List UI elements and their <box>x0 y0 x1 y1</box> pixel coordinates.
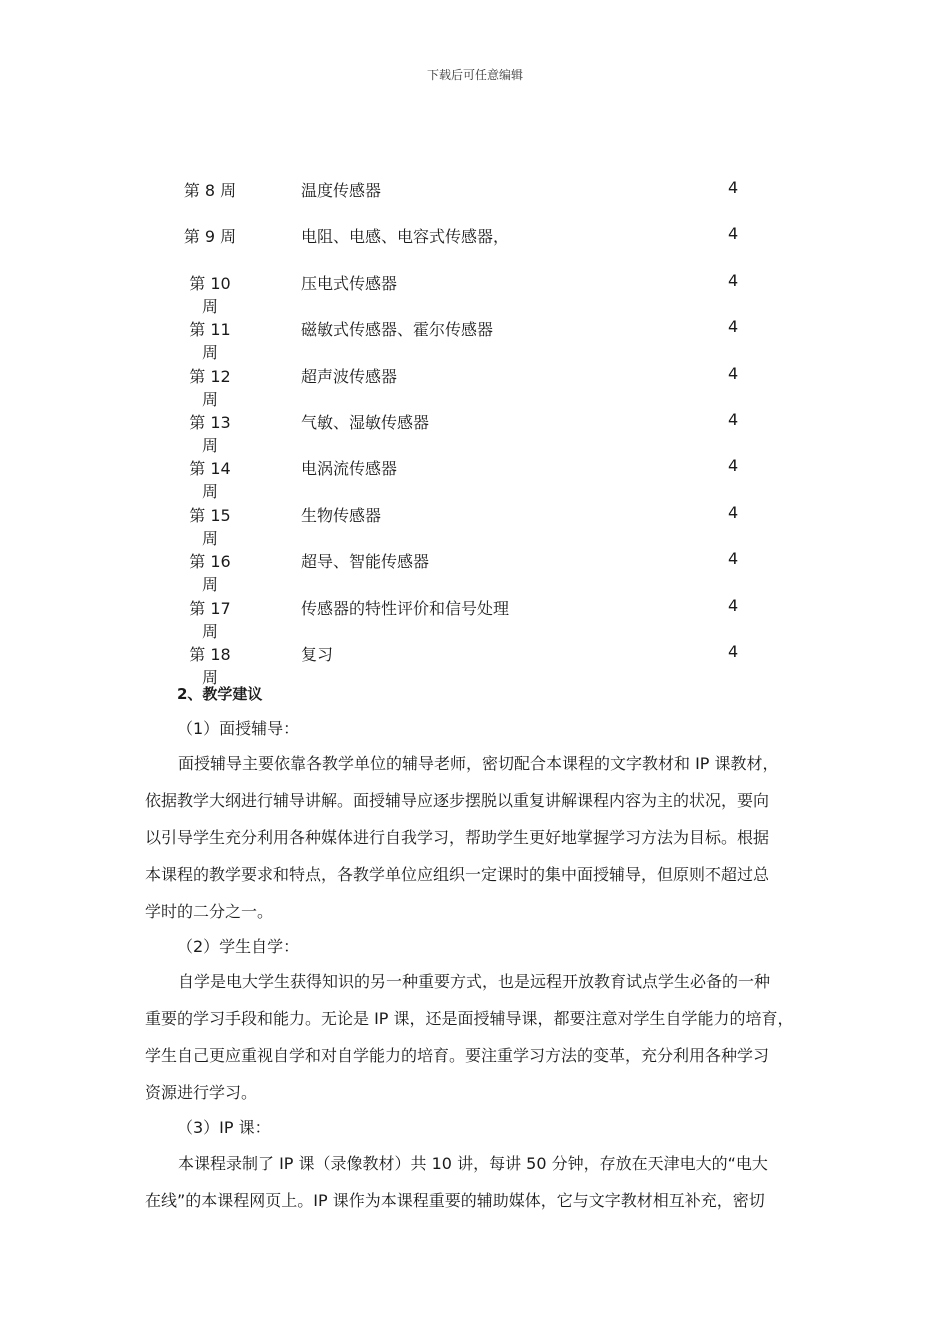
paragraph-line: 学生自己更应重视自学和对自学能力的培育。要注重学习方法的变革，充分利用各种学习 <box>145 1046 770 1065</box>
week-cell: 第 12 周 <box>189 366 231 409</box>
schedule-row <box>0 404 950 455</box>
hours-cell: 4 <box>728 363 739 383</box>
subsection-title-ip-course: （3）IP 课： <box>177 1118 271 1137</box>
topic-cell: 磁敏式传感器、霍尔传感器 <box>301 320 494 340</box>
hours-cell: 4 <box>728 641 739 661</box>
subsection-title-tutoring: （1）面授辅导： <box>177 719 300 738</box>
hours-cell: 4 <box>728 409 739 429</box>
week-cell: 第 16 周 <box>189 552 231 595</box>
hours-cell: 4 <box>728 456 739 476</box>
topic-cell: 超导、智能传感器 <box>301 552 430 572</box>
topic-cell: 压电式传感器 <box>301 273 398 293</box>
schedule-row <box>0 497 950 548</box>
schedule-row <box>0 265 950 316</box>
paragraph-line: 依据教学大纲进行辅导讲解。面授辅导应逐步摆脱以重复讲解课程内容为主的状况，要向 <box>145 791 770 810</box>
paragraph-line: 自学是电大学生获得知识的另一种重要方式，也是远程开放教育试点学生必备的一种 <box>178 972 771 991</box>
paragraph-line: 学时的二分之一。 <box>145 902 274 921</box>
topic-cell: 温度传感器 <box>301 181 382 200</box>
topic-cell: 复习 <box>301 644 334 664</box>
schedule-row <box>0 172 950 218</box>
schedule-row <box>0 358 950 409</box>
topic-cell: 电涡流传感器 <box>301 459 398 479</box>
hours-cell: 4 <box>728 317 739 337</box>
schedule-row <box>0 218 950 264</box>
paragraph-line: 资源进行学习。 <box>145 1083 258 1102</box>
paragraph-line: 面授辅导主要依靠各教学单位的辅导老师，密切配合本课程的文字教材和 IP 课教材， <box>178 754 779 773</box>
topic-cell: 气敏、湿敏传感器 <box>301 412 430 432</box>
week-cell: 第 13 周 <box>189 412 231 455</box>
paragraph-line: 以引导学生充分利用各种媒体进行自我学习，帮助学生更好地掌握学习方法为目标。根据 <box>145 828 770 847</box>
topic-cell: 电阻、电感、电容式传感器， <box>301 227 510 247</box>
hours-cell: 4 <box>728 549 739 569</box>
week-cell: 第 15 周 <box>189 505 231 548</box>
paragraph-ip-course <box>145 1145 810 1219</box>
topic-cell: 生物传感器 <box>301 505 382 525</box>
week-cell: 第 18 周 <box>189 644 231 687</box>
paragraph-line: 本课程录制了 IP 课（录像教材）共 10 讲，每讲 50 分钟，存放在天津电大的“电大 <box>178 1154 768 1173</box>
paragraph-tutoring <box>145 745 810 930</box>
topic-cell: 超声波传感器 <box>301 366 398 386</box>
paragraph-line: 重要的学习手段和能力。无论是 IP 课，还是面授辅导课，都要注意对学生自学能力的培育， <box>145 1009 794 1028</box>
hours-cell: 4 <box>728 178 739 197</box>
week-cell: 第 9 周 <box>183 227 237 247</box>
hours-cell: 4 <box>728 224 739 244</box>
hours-cell: 4 <box>728 270 739 290</box>
schedule-row <box>0 450 950 502</box>
schedule-row <box>0 636 950 687</box>
schedule-row <box>0 543 950 595</box>
hours-cell: 4 <box>728 502 739 522</box>
section-title: 2、教学建议 <box>177 685 263 703</box>
week-cell: 第 10 周 <box>189 273 231 316</box>
schedule-row <box>0 590 950 641</box>
subsection-title-self-study: （2）学生自学： <box>177 937 300 956</box>
week-cell: 第 14 周 <box>189 459 231 502</box>
page-header: 下载后可任意编辑 <box>426 68 523 82</box>
paragraph-line: 本课程的教学要求和特点，各教学单位应组织一定课时的集中面授辅导，但原则不超过总 <box>145 865 770 884</box>
paragraph-self-study <box>145 963 810 1111</box>
hours-cell: 4 <box>728 595 739 615</box>
week-cell: 第 8 周 <box>183 181 237 200</box>
schedule-table <box>0 172 950 687</box>
topic-cell: 传感器的特性评价和信号处理 <box>301 598 510 618</box>
paragraph-line: 在线”的本课程网页上。IP 课作为本课程重要的辅助媒体，它与文字教材相互补充，密切 <box>145 1191 765 1210</box>
week-cell: 第 11 周 <box>189 320 231 363</box>
week-cell: 第 17 周 <box>189 598 231 641</box>
schedule-row <box>0 311 950 363</box>
